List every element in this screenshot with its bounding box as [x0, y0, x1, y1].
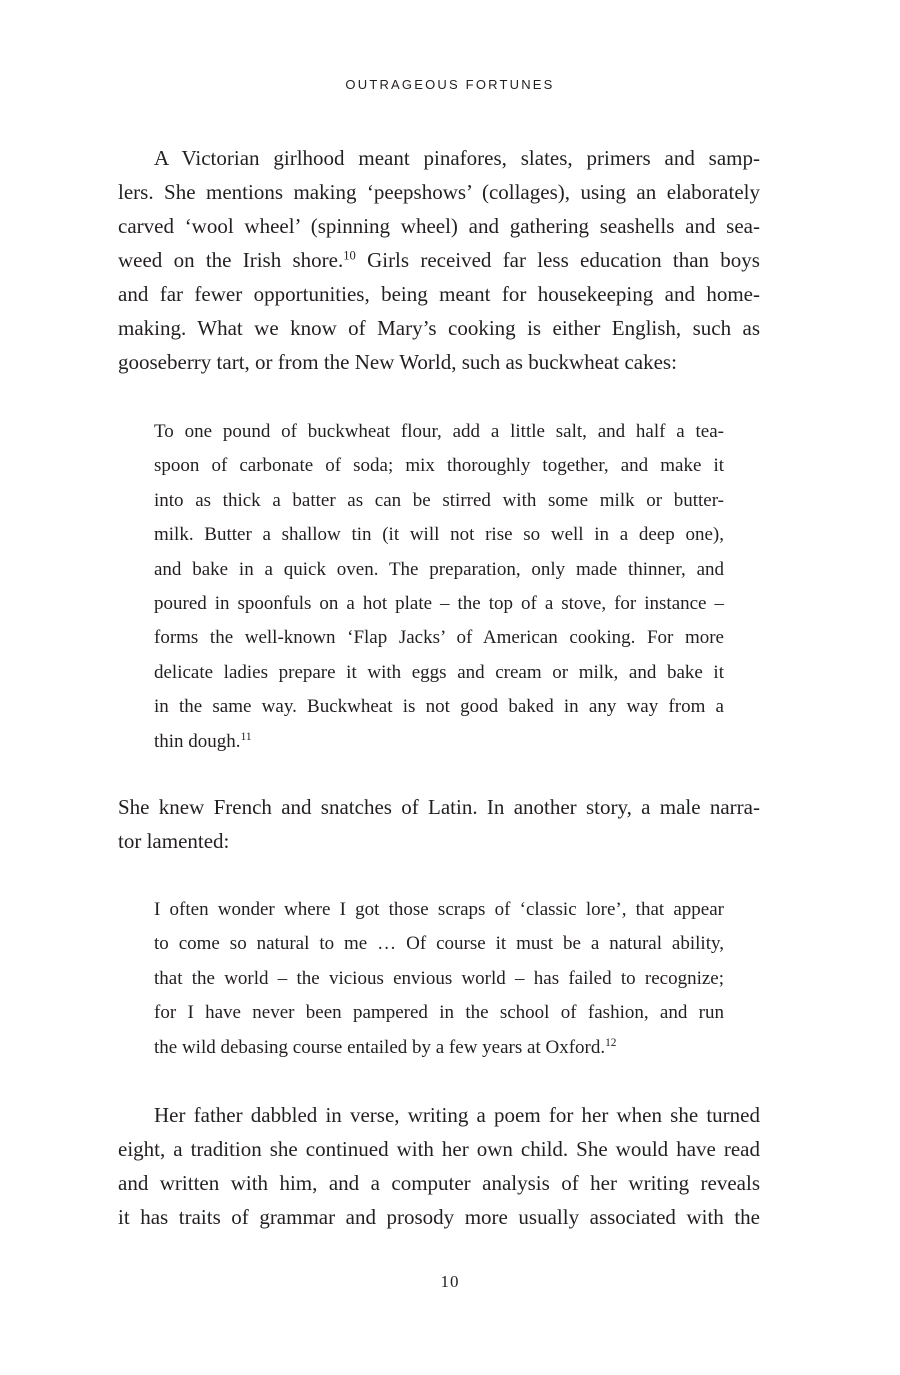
text-line: and written with him, and a computer analysis of her writing reveals — [118, 1171, 760, 1195]
text-segment: Girls received far less education than boys — [355, 248, 760, 272]
text-line: tor lamented: — [118, 829, 230, 853]
blockquote-classic-lore — [154, 893, 724, 1065]
paragraph-father-verse — [118, 1098, 760, 1234]
text-segment: thin dough. — [154, 730, 241, 752]
paragraph-victorian-girlhood — [118, 141, 760, 379]
quote-line: in the same way. Buckwheat is not good baked in any way from a — [154, 696, 724, 718]
text-line: eight, a tradition she continued with her own child. She would have read — [118, 1137, 760, 1161]
text-segment: the wild debasing course entailed by a few years at Oxford. — [154, 1036, 606, 1058]
quote-line — [154, 1031, 724, 1065]
text-line: it has traits of grammar and prosody more usually associated with the — [118, 1205, 760, 1229]
footnote-ref-10: 10 — [343, 248, 356, 263]
text-line: carved ‘wool wheel’ (spinning wheel) and gathering seashells and sea- — [118, 214, 760, 238]
text-line: gooseberry tart, or from the New World, such as buckwheat cakes: — [118, 350, 677, 374]
text-segment: weed on the Irish shore. — [118, 248, 344, 272]
quote-line: for I have never been pampered in the school of fashion, and run — [154, 1002, 724, 1024]
text-line: A Victorian girlhood meant pinafores, slates, primers and samp- — [154, 146, 760, 170]
blockquote-buckwheat-recipe — [154, 415, 724, 759]
quote-line: to come so natural to me … Of course it must be a natural ability, — [154, 933, 724, 955]
paragraph-french-latin — [118, 790, 760, 858]
quote-line — [154, 725, 724, 759]
footnote-ref-12: 12 — [605, 1036, 617, 1049]
text-line: lers. She mentions making ‘peepshows’ (collages), using an elaborately — [118, 180, 760, 204]
quote-line: that the world – the vicious envious world – has failed to recognize; — [154, 967, 724, 989]
text-line: Her father dabbled in verse, writing a poem for her when she turned — [154, 1103, 760, 1127]
quote-line: spoon of carbonate of soda; mix thoroughly together, and make it — [154, 455, 724, 477]
quote-line: I often wonder where I got those scraps of ‘classic lore’, that appear — [154, 899, 724, 920]
text-line: She knew French and snatches of Latin. In another story, a male narra- — [118, 795, 760, 819]
quote-line: delicate ladies prepare it with eggs and cream or milk, and bake it — [154, 661, 724, 683]
text-line — [118, 243, 760, 277]
quote-line: poured in spoonfuls on a hot plate – the top of a stove, for instance – — [154, 592, 724, 614]
quote-line: into as thick a batter as can be stirred with some milk or butter- — [154, 489, 724, 511]
quote-line: forms the well-known ‘Flap Jacks’ of American cooking. For more — [154, 627, 724, 649]
running-head: OUTRAGEOUS FORTUNES — [345, 77, 555, 92]
text-line: and far fewer opportunities, being meant for housekeeping and home- — [118, 282, 760, 306]
text-line: making. What we know of Mary’s cooking is either English, such as — [118, 316, 760, 340]
quote-line: To one pound of buckwheat flour, add a little salt, and half a tea- — [154, 421, 724, 442]
quote-line: milk. Butter a shallow tin (it will not rise so well in a deep one), — [154, 524, 724, 546]
quote-line: and bake in a quick oven. The preparation, only made thinner, and — [154, 558, 724, 580]
footnote-ref-11: 11 — [240, 730, 252, 743]
page-number: 10 — [440, 1272, 460, 1291]
